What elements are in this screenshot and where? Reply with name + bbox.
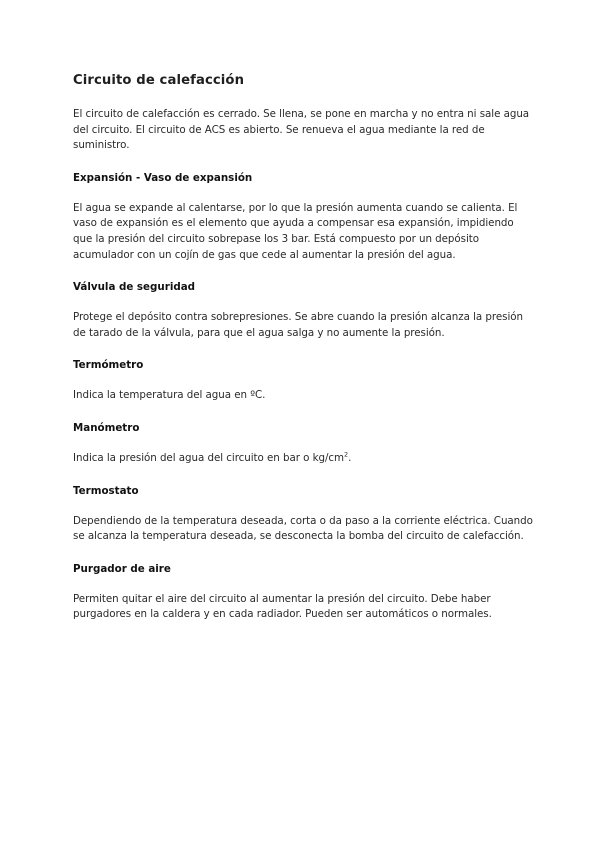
section-paragraph: Indica la temperatura del agua en ºC. [73,389,266,402]
section-purgador-aire [73,562,535,623]
section-heading: Válvula de seguridad [73,281,196,294]
intro-paragraph: El circuito de calefacción es cerrado. Se llena, se pone en marcha y no entra ni sale agua del circuito. El circuito de ACS es abierto. Se renueva el agua mediante la red de suministro. [73,108,530,152]
section-valvula-seguridad [73,280,535,341]
section-termometro [73,358,535,404]
section-manometro [73,421,535,467]
section-text-end: . [348,451,352,464]
section-vaso-expansion [73,171,535,263]
section-heading: Termostato [73,484,139,497]
section-heading: Termómetro [73,359,144,372]
document-body [73,72,535,640]
page-title: Circuito de calefacción [73,73,245,88]
section-heading: Manómetro [73,421,140,434]
superscript-exponent: 2 [344,450,349,459]
section-paragraph: Dependiendo de la temperatura deseada, corta o da paso a la corriente eléctrica. Cuando se alcanza la temperatura deseada, se desconecta la bomba del circuito de calefacción. [73,514,533,543]
section-paragraph [73,451,535,467]
section-paragraph: Protege el depósito contra sobrepresiones. Se abre cuando la presión alcanza la presión de tarado de la válvula, para que el agua salga y no aumente la presión. [73,311,523,339]
section-heading: Purgador de aire [73,562,171,575]
section-heading: Expansión - Vaso de expansión [73,171,253,184]
section-paragraph: Permiten quitar el aire del circuito al aumentar la presión del circuito. Debe haber purgadores en la caldera y en cada radiador. Pueden ser automáticos o normales. [73,592,492,621]
section-paragraph: El agua se expande al calentarse, por lo que la presión aumenta cuando se calienta. El vaso de expansión es el elemento que ayuda a compensar esa expansión, impidiendo que la presión del circuito sobrepase los 3 bar. Está compuesto por un depósito acumulador con un cojín de gas que cede al aumentar la presión del agua. [73,201,518,261]
section-text: Indica la presión del agua del circuito en bar o kg/cm [73,451,345,464]
section-termostato [73,484,535,545]
